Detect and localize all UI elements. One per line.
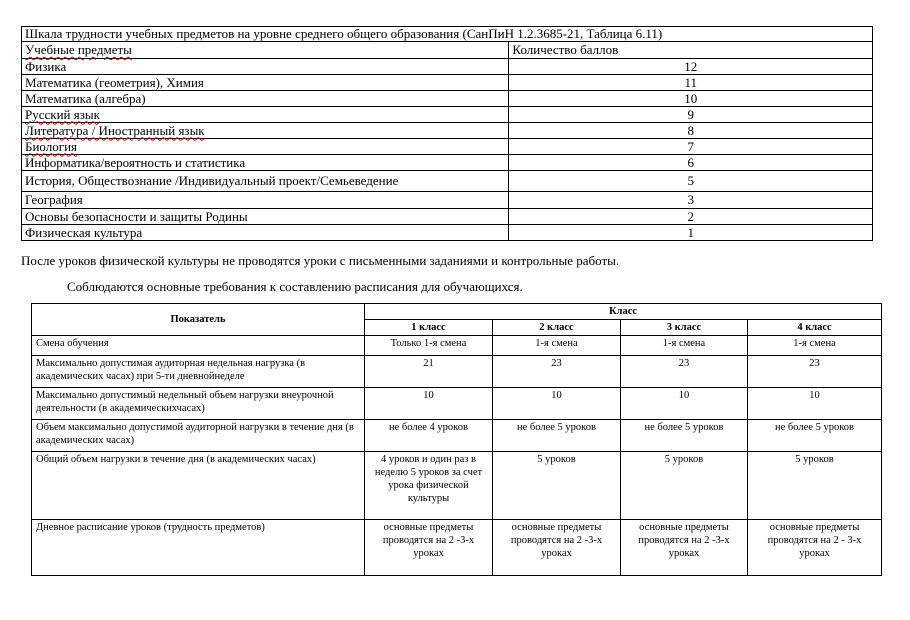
value-cell: не более 4 уроков xyxy=(365,420,493,452)
subject-cell: Биология xyxy=(22,139,509,155)
value-cell: 1-я смена xyxy=(493,336,621,356)
table-row xyxy=(32,388,882,420)
difficulty-table-title: Шкала трудности учебных предметов на уровне среднего общего образования (СанПиН 1.2.3685-21, Таблица 6.11) xyxy=(22,27,873,42)
value-cell: 23 xyxy=(621,356,748,388)
points-cell: 10 xyxy=(509,91,873,107)
class-header: 1 класс xyxy=(365,320,493,336)
subject-cell: Физическая культура xyxy=(22,225,509,241)
subject-cell: География xyxy=(22,192,509,209)
table-row xyxy=(22,59,873,75)
difficulty-scale-table xyxy=(21,26,873,241)
column-header-subjects: Учебные предметы xyxy=(22,42,509,59)
table-row xyxy=(22,192,873,209)
table-row xyxy=(22,225,873,241)
value-cell: 10 xyxy=(365,388,493,420)
subject-cell: Литература / Иностранный язык xyxy=(22,123,509,139)
subject-cell: Физика xyxy=(22,59,509,75)
value-cell: не более 5 уроков xyxy=(493,420,621,452)
points-cell: 12 xyxy=(509,59,873,75)
class-header: 4 класс xyxy=(748,320,882,336)
value-cell: 10 xyxy=(748,388,882,420)
value-cell: 1-я смена xyxy=(621,336,748,356)
value-cell: 1-я смена xyxy=(748,336,882,356)
indicator-cell: Общий объем нагрузки в течение дня (в академических часах) xyxy=(32,452,365,520)
points-cell: 5 xyxy=(509,171,873,192)
table-row xyxy=(22,75,873,91)
indicator-cell: Максимально допустимый недельный объем нагрузки внеурочной деятельности (в академическихчасах) xyxy=(32,388,365,420)
table-row xyxy=(22,139,873,155)
table-row xyxy=(22,123,873,139)
table-row xyxy=(32,356,882,388)
points-cell: 8 xyxy=(509,123,873,139)
subject-cell: Русский язык xyxy=(22,107,509,123)
subject-cell: Информатика/вероятность и статистика xyxy=(22,155,509,171)
points-cell: 7 xyxy=(509,139,873,155)
value-cell: 5 уроков xyxy=(621,452,748,520)
points-cell: 9 xyxy=(509,107,873,123)
value-cell: 23 xyxy=(748,356,882,388)
physical-education-note: После уроков физической культуры не проводятся уроки с письменными заданиями и контрольные работы. xyxy=(21,253,620,268)
column-header-class: Класс xyxy=(365,304,882,320)
value-cell: Только 1-я смена xyxy=(365,336,493,356)
table-row xyxy=(22,209,873,225)
value-cell: основные предметы проводятся на 2 - 3-х уроках xyxy=(748,520,882,576)
value-cell: 5 уроков xyxy=(748,452,882,520)
subject-cell: Математика (геометрия), Химия xyxy=(22,75,509,91)
value-cell: 10 xyxy=(621,388,748,420)
subject-cell: История, Обществознание /Индивидуальный проект/Семьеведение xyxy=(22,171,509,192)
table-row xyxy=(32,336,882,356)
value-cell: 10 xyxy=(493,388,621,420)
table-row xyxy=(22,171,873,192)
points-cell: 1 xyxy=(509,225,873,241)
subject-cell: Математика (алгебра) xyxy=(22,91,509,107)
column-header-indicator: Показатель xyxy=(32,304,365,336)
table-row xyxy=(32,452,882,520)
indicator-cell: Смена обучения xyxy=(32,336,365,356)
indicator-cell: Дневное расписание уроков (трудность предметов) xyxy=(32,520,365,576)
table-row xyxy=(32,520,882,576)
value-cell: основные предметы проводятся на 2 -3-х уроках xyxy=(493,520,621,576)
indicator-cell: Объем максимально допустимой аудиторной нагрузки в течение дня (в академических часах) xyxy=(32,420,365,452)
value-cell: основные предметы проводятся на 2 -3-х уроках xyxy=(621,520,748,576)
points-cell: 2 xyxy=(509,209,873,225)
value-cell: не более 5 уроков xyxy=(748,420,882,452)
value-cell: 5 уроков xyxy=(493,452,621,520)
table-row xyxy=(32,420,882,452)
schedule-requirements-note: Соблюдаются основные требования к составлению расписания для обучающихся. xyxy=(67,279,523,294)
value-cell: не более 5 уроков xyxy=(621,420,748,452)
points-cell: 6 xyxy=(509,155,873,171)
table-row xyxy=(22,107,873,123)
table-row xyxy=(22,91,873,107)
table-row xyxy=(22,155,873,171)
schedule-requirements-table xyxy=(31,303,882,576)
value-cell: 21 xyxy=(365,356,493,388)
column-header-points: Количество баллов xyxy=(509,42,873,59)
indicator-cell: Максимально допустимая аудиторная недельная нагрузка (в академических часах) при 5-ти дневнойнеделе xyxy=(32,356,365,388)
value-cell: 4 уроков и один раз в неделю 5 уроков за счет урока физической культуры xyxy=(365,452,493,520)
value-cell: основные предметы проводятся на 2 -3-х уроках xyxy=(365,520,493,576)
points-cell: 3 xyxy=(509,192,873,209)
subject-cell: Основы безопасности и защиты Родины xyxy=(22,209,509,225)
value-cell: 23 xyxy=(493,356,621,388)
class-header: 2 класс xyxy=(493,320,621,336)
points-cell: 11 xyxy=(509,75,873,91)
class-header: 3 класс xyxy=(621,320,748,336)
